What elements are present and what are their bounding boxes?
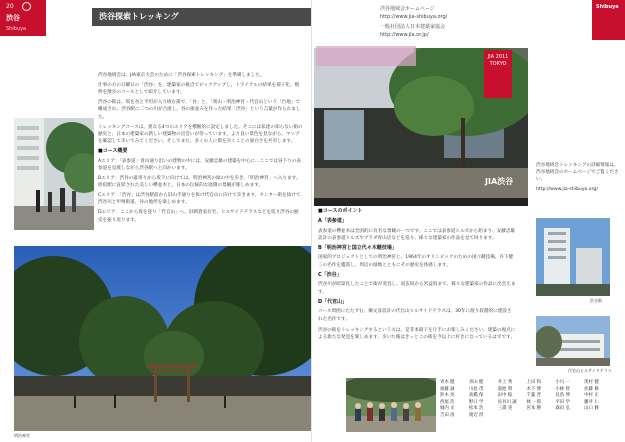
point-c — [318, 272, 516, 296]
station-photo — [536, 218, 610, 296]
header-line: 一般社団法人日本建築家協会 — [380, 24, 446, 30]
street-photo — [14, 118, 94, 230]
point-b-body: 国家的プロジェクトとしての明治神宮と、1964年のオリンピックのための国立競技場。丹下健三の名作を鑑賞し、周辺の緑地とともにその歴史を体感します。 — [318, 255, 514, 268]
member-name: 小林 智 — [555, 386, 570, 392]
point-c-body: 渋谷川が暗渠化したことで街が変容し、道玄坂から宮益坂まで、様々な建築家の作品に出会えます。 — [318, 282, 516, 295]
member-name: 山口 修 — [584, 406, 599, 412]
point-a-body: 表参道の欅並木は全国的に有名な景観の一つです。ここでは表参道ヒルズから始まり、安藤忠雄設計の表参道ヒルズやプラダ青山店などを巡り、様々な建築家の作品を見て回ります。 — [318, 228, 516, 241]
station-photo-caption: 渋谷駅 — [590, 298, 602, 303]
member-name: 森田 弘 — [555, 406, 570, 412]
intro-para-2: 仕事の方の日曜日の「渋谷」を、建築家の視点でピックアップし、トライアルの結果を冊子化、数枠を散歩のコースとして紹介しています。 — [98, 83, 300, 96]
intro-text — [98, 72, 303, 227]
point-d — [318, 299, 516, 323]
shrine-photo-caption: 明治神宮 — [14, 433, 30, 438]
right-tab — [592, 0, 625, 40]
member-name: 木下 博 — [526, 386, 542, 392]
course-heading: ■コース概要 — [98, 147, 128, 154]
member-name: 青木 健 — [440, 380, 455, 385]
intro-para-4: トレッキングコースは、異なる4つのエリアを横断的に設定しました。そこには私達の知らない街の歴史と、日本の建築家の新しい建築物の出会いが待っています。より良い景色を見ながら、マップを確認して歩いてみてください。そしてまた、多くの人に街を歩くことの面白さを共有します。 — [98, 124, 303, 144]
banner-badge — [484, 50, 512, 98]
member-name: 渡辺 淳 — [468, 413, 484, 419]
member-name: 林 一郎 — [526, 399, 542, 405]
course-d: Dエリア：ここから坂を登り「代官山」へ。旧朝倉家住宅、ヒルサイドテラスなどを巡り渋谷の歴史を振り返ります。 — [98, 210, 299, 223]
member-name: 西尾 浩 — [440, 399, 455, 405]
member-name: 吉田 清 — [440, 413, 455, 419]
side-caption-url[interactable]: http://www.jia-shibuya.org/ — [536, 187, 598, 193]
point-c-head: C「渋谷」 — [318, 271, 342, 278]
banner-title: JIA渋谷 — [485, 177, 514, 186]
course-a: Aエリア：「表参道」青山通り沿いの建物の中には、安藤忠雄の建築を中心に…ここでは昼下りの表参道を見渡しながら渋谷駅へと向かいます。 — [98, 158, 301, 171]
intro-para-1: 渋谷地域会は、JIA東京大会のために「渋谷探索トレッキング」を準備しました。 — [98, 73, 265, 78]
member-name: 千葉 晋 — [526, 393, 542, 399]
member-name: 奥村 健 — [584, 380, 599, 385]
tab-label-jp: 渋谷 — [6, 14, 20, 22]
intro-para-3: 渋谷の街は、坂を谷と平坦が入り組む街で、「谷」と、「奥山・明治神宮・代官山という「台地」で構成され、渋谷駅に二つの川が合流し、谷の街並みを作った結果「渋谷」という言葉が作られました。 — [98, 100, 301, 120]
side-caption-text: 渋谷地域会トレッキングの詳細情報は、渋谷地域会のホームページでご覧ください。 — [536, 163, 619, 183]
points-text — [318, 208, 516, 344]
header-url: http://www.jia.or.jp/ — [380, 31, 429, 38]
header-links-1 — [380, 6, 447, 21]
section-title: 渋谷探索トレッキング — [99, 12, 179, 21]
shrine-photo — [14, 246, 312, 431]
closing-text: 渋谷の街をトレッキングするという方は、是非本冊子を片手にお楽しみください。建築の視点による新たな発見を楽しめます。歩いた後はきっとこの街を今以上に好きになっているはずです。 — [318, 327, 516, 340]
tab-label-en: Shibuya — [6, 26, 27, 32]
side-caption — [536, 162, 620, 196]
member-name: 松本 浩 — [468, 406, 484, 412]
member-name: 上田 和 — [526, 380, 542, 385]
member-names — [440, 380, 610, 420]
banner-badge-text: JIA 2011 TOKYO — [487, 54, 509, 67]
member-name: 高橋 保 — [468, 393, 484, 399]
member-name: 青山 健 — [468, 380, 484, 385]
point-d-body: コース周囲にたたずむ、槇文彦設計の代官山ヒルサイドテラスは、30年に渡り段階的に建設された名作です。 — [318, 309, 512, 322]
member-name: 長谷川 誠 — [497, 399, 517, 405]
point-a — [318, 218, 516, 242]
point-d-head: D「代官山」 — [318, 298, 348, 305]
member-name: 長島 伸 — [555, 393, 570, 399]
section-tab — [0, 0, 46, 36]
member-name: 菊池 明 — [497, 386, 513, 392]
points-heading: ■コースのポイント — [318, 208, 363, 214]
point-b-head: B「明治神宮と国立代々木競技場」 — [318, 244, 397, 251]
hillside-photo — [536, 316, 610, 366]
right-tab-label: Shibuya — [596, 4, 619, 10]
member-name: 川島 茂 — [468, 386, 484, 392]
member-name: 三浦 実 — [497, 406, 513, 412]
member-name: 中村 正 — [584, 393, 599, 399]
member-name: 藤井 仁 — [584, 399, 599, 405]
header-url: http://www.jia-shibuya.org/ — [380, 13, 448, 20]
header-links-2 — [380, 24, 445, 39]
page-number: 20 — [6, 3, 14, 10]
member-name: 堀内 正 — [440, 406, 455, 412]
header-line: 渋谷地域会ホームページ — [380, 6, 435, 12]
point-b — [318, 245, 516, 269]
course-c: Cエリア：「渋谷」は渋谷駅前から旧山手通りを抜け代官山に向けて歩きます。センター街を抜けて渋谷川と甲州街道、谷の地形を楽しめます。 — [98, 193, 301, 206]
member-name: 野口 学 — [468, 399, 484, 405]
member-name: 井上 秀 — [497, 380, 513, 385]
hillside-photo-caption: 代官山ヒルサイドテラス — [568, 368, 612, 373]
member-name: 佐藤 修 — [584, 386, 599, 392]
member-name: 平田 学 — [555, 399, 570, 405]
member-name: 加藤 誠 — [440, 386, 455, 392]
group-photo — [346, 378, 436, 432]
course-b: Bエリア：渋谷の最寄りから坂下に向けては、明治神宮の緑の中を歩き、「明治神宮」へ入ります。原宿駅に直結された美しい欅並木と、日本の伝統的な庭園の景観が楽しめます。 — [98, 175, 301, 189]
left-page — [0, 0, 312, 442]
member-name: 小川 一 — [555, 380, 570, 385]
point-a-head: A「表参道」 — [318, 217, 347, 224]
member-name: 鈴木 亮 — [440, 393, 455, 399]
section-header-bar — [92, 8, 312, 26]
member-name: 田中 稔 — [497, 393, 513, 399]
member-name: 宮本 勝 — [526, 406, 542, 412]
banner-overlay-pink — [316, 46, 416, 66]
circle-icon — [22, 2, 31, 11]
